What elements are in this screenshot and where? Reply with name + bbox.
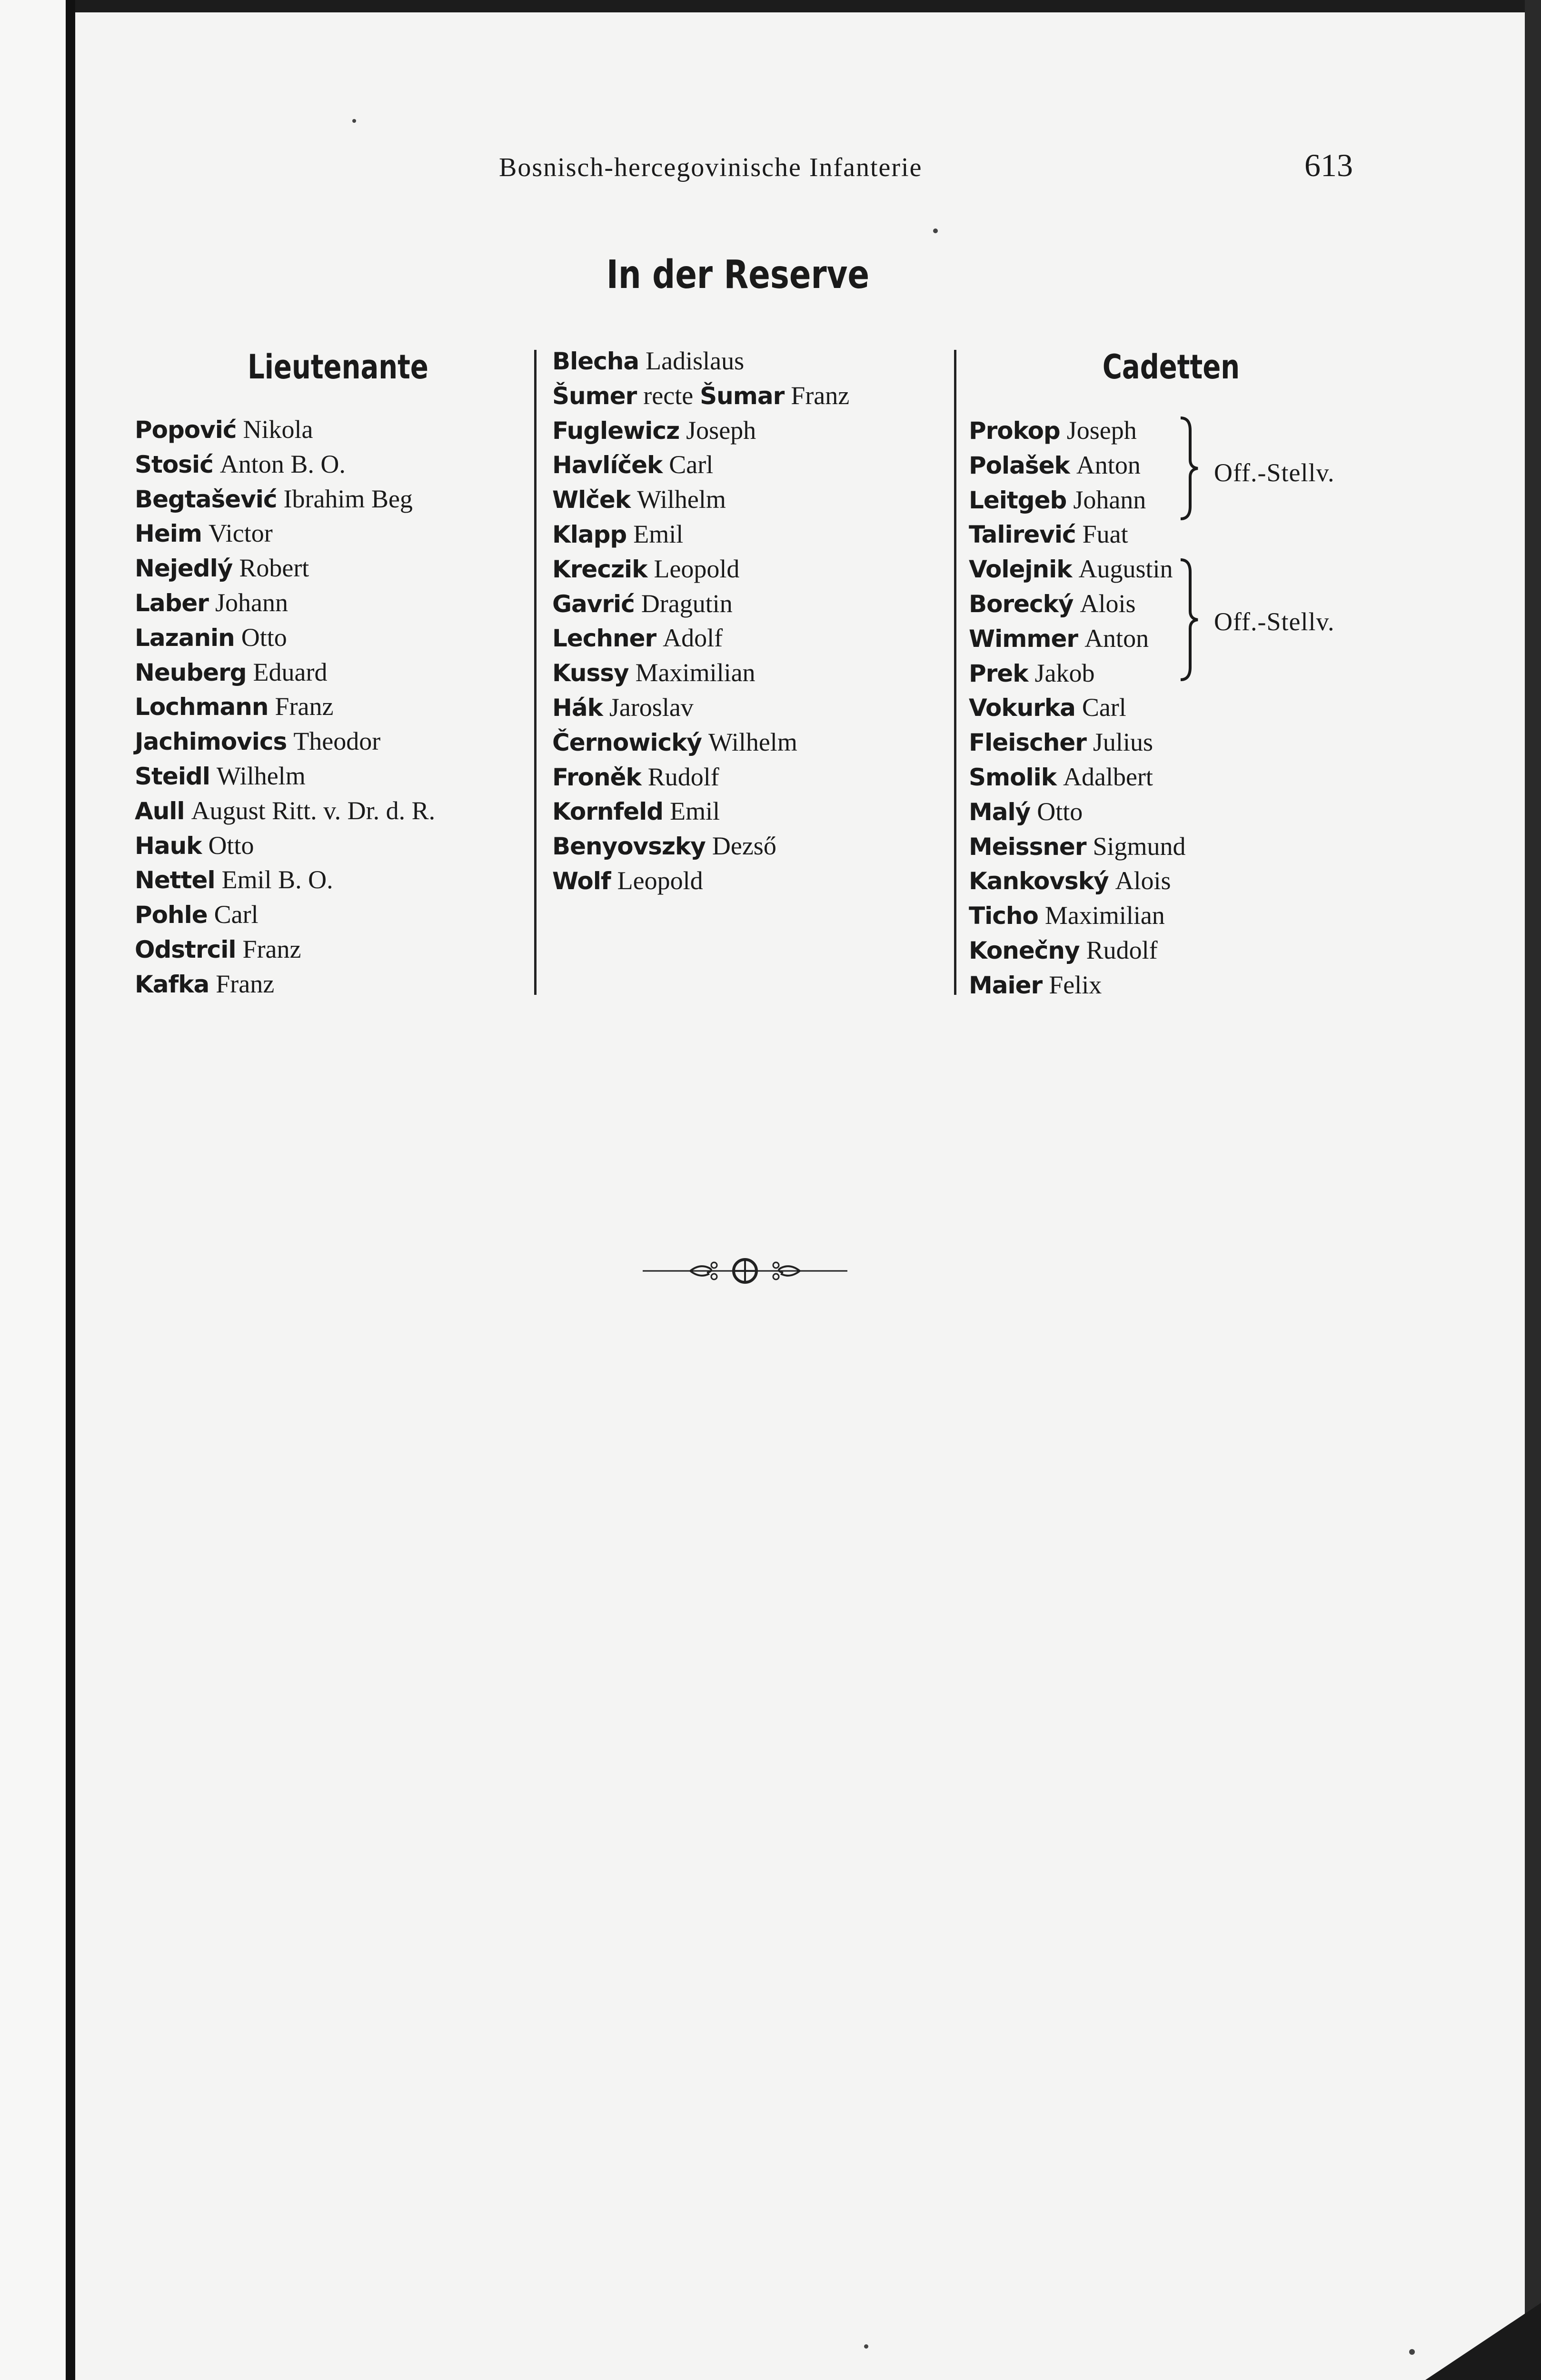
name-entry [135, 689, 435, 724]
lieutenants-list [135, 412, 435, 1002]
page-right-edge [1525, 0, 1541, 2380]
name-entry [552, 517, 849, 552]
surname: Laber [135, 589, 209, 617]
reserve-lieutenants-list [552, 344, 849, 898]
section-title: In der Reserve [606, 252, 870, 298]
paper-speck [864, 2344, 868, 2349]
name-entry [552, 725, 849, 760]
surname: Wlček [552, 486, 631, 514]
surname: Kussy [552, 659, 629, 687]
name-entry [969, 586, 1186, 621]
surname: Nejedlý [135, 555, 233, 583]
given-name: Jakob [1034, 658, 1095, 687]
name-entry [135, 585, 435, 620]
surname: Benyovszky [552, 833, 706, 861]
surname: Meissner [969, 833, 1086, 861]
given-name: Maximilian [635, 658, 756, 687]
given-name: Theodor [293, 727, 381, 756]
name-entry [552, 344, 849, 378]
given-name: Wilhelm [216, 761, 306, 790]
surname: Jachimovics [135, 728, 287, 756]
surname: Havlíček [552, 451, 663, 479]
given-name: Franz [242, 934, 301, 963]
name-entry [969, 863, 1186, 898]
given-name: Emil B. O. [221, 865, 333, 894]
surname: Fleischer [969, 729, 1086, 757]
given-name: Alois [1080, 589, 1136, 618]
given-name: Joseph [1066, 416, 1137, 445]
name-entry [135, 551, 435, 585]
surname: Lazanin [135, 624, 235, 652]
name-entry [552, 552, 849, 586]
given-name: Robert [239, 554, 309, 583]
surname: Prokop [969, 417, 1060, 445]
given-name: Carl [214, 900, 258, 929]
given-name: Julius [1093, 728, 1153, 757]
given-name: Dragutin [641, 589, 733, 618]
column-divider-left [534, 350, 537, 995]
surname: Steidl [135, 762, 210, 790]
name-entry [135, 897, 435, 932]
name-entry [969, 413, 1186, 448]
surname: Begtašević [135, 485, 277, 513]
given-name: Jaroslav [609, 693, 694, 722]
given-name: Leopold [617, 866, 703, 895]
given-name: Johann [215, 588, 288, 617]
name-entry [969, 968, 1186, 1002]
binding-edge [66, 0, 75, 2380]
given-name: Adalbert [1063, 762, 1153, 791]
page-corner-shadow [1398, 2303, 1541, 2380]
given-name: August Ritt. v. Dr. d. R. [191, 796, 436, 825]
name-entry [969, 829, 1186, 864]
surname: Konečny [969, 936, 1080, 964]
surname: Ticho [969, 902, 1038, 930]
name-entry [969, 656, 1186, 691]
given-name: Johann [1073, 485, 1146, 514]
brace-group-2 [1176, 558, 1204, 682]
surname: Klapp [552, 520, 627, 548]
name-entry [969, 621, 1186, 656]
surname: Froněk [552, 763, 641, 791]
surname: Wimmer [969, 625, 1078, 653]
running-head: Bosnisch-hercegovinische Infanterie [499, 153, 923, 182]
name-entry [135, 655, 435, 690]
surname: Kreczik [552, 555, 647, 583]
given-name: Otto [241, 623, 287, 652]
name-entry [552, 655, 849, 690]
given-name: Wilhelm [637, 485, 726, 514]
name-entry [552, 378, 849, 413]
name-entry [135, 516, 435, 551]
given-name: Adolf [663, 624, 723, 653]
name-entry [552, 482, 849, 517]
surname: Heim [135, 520, 202, 548]
name-entry [135, 759, 435, 793]
name-entry [135, 932, 435, 967]
surname: Blecha [552, 347, 639, 375]
given-name: Dezső [712, 832, 776, 861]
cadets-list [969, 413, 1186, 1002]
given-name: Franz [216, 969, 275, 998]
given-name: Fuat [1082, 520, 1128, 549]
given-name: Anton B. O. [219, 449, 346, 478]
given-name: Carl [1082, 693, 1126, 722]
name-entry [969, 794, 1186, 829]
surname: Hák [552, 694, 603, 722]
given-name: Franz [791, 381, 850, 410]
surname: Kankovský [969, 867, 1109, 895]
surname: Hauk [135, 832, 202, 860]
surname: Šumar [700, 382, 785, 410]
name-entry [552, 794, 849, 829]
given-name: Ladislaus [646, 347, 745, 375]
surname: Vokurka [969, 694, 1075, 722]
name-entry [552, 863, 849, 898]
surname: Šumer [552, 382, 637, 410]
given-name: Joseph [686, 416, 756, 445]
given-name: Victor [209, 519, 273, 548]
surname: Smolik [969, 763, 1056, 791]
name-entry [552, 413, 849, 448]
page-gutter [0, 0, 66, 2380]
surname: Odstrcil [135, 935, 236, 963]
given-name: Leopold [654, 554, 740, 583]
surname: Borecký [969, 590, 1074, 618]
given-name: Emil [633, 519, 684, 548]
name-entry [969, 483, 1186, 517]
name-entry [969, 760, 1186, 794]
surname: Talirević [969, 521, 1076, 549]
given-name: Eduard [253, 657, 328, 686]
name-entry [135, 412, 435, 447]
given-name: Anton [1084, 624, 1149, 653]
name-entry [135, 863, 435, 897]
given-name: Felix [1049, 970, 1102, 999]
given-name: Anton [1076, 450, 1141, 479]
paper-speck [1409, 2349, 1415, 2355]
page-number: 613 [1304, 147, 1353, 183]
name-entry [552, 690, 849, 725]
name-entry [969, 898, 1186, 933]
surname: Leitgeb [969, 486, 1067, 514]
surname: Černowický [552, 728, 702, 756]
name-entry [135, 482, 435, 516]
paper-speck [352, 119, 356, 123]
name-entry [552, 621, 849, 655]
surname: Malý [969, 798, 1031, 826]
name-entry [969, 725, 1186, 760]
name-entry [552, 447, 849, 482]
brace-label-2: Off.-Stellv. [1214, 607, 1335, 636]
given-name: Alois [1115, 866, 1171, 895]
name-entry [135, 620, 435, 655]
given-name: Ibrahim Beg [283, 484, 413, 513]
given-name: Franz [275, 692, 334, 721]
surname: Neuberg [135, 658, 247, 686]
brace-label-1: Off.-Stellv. [1214, 458, 1335, 487]
surname: Polašek [969, 451, 1070, 479]
name-entry [135, 828, 435, 863]
surname: Lochmann [135, 693, 268, 721]
given-name: recte [643, 381, 694, 410]
given-name: Emil [670, 797, 720, 826]
surname: Volejnik [969, 555, 1072, 584]
surname: Fuglewicz [552, 416, 680, 445]
lieutenants-heading: Lieutenante [248, 347, 428, 387]
given-name: Otto [1037, 797, 1083, 826]
surname: Kornfeld [552, 798, 664, 826]
given-name: Maximilian [1044, 901, 1165, 930]
given-name: Rudolf [647, 762, 719, 791]
surname: Kafka [135, 970, 209, 998]
brace-group-1 [1176, 416, 1204, 521]
cadets-heading: Cadetten [1102, 347, 1240, 387]
surname: Stosić [135, 450, 213, 478]
name-entry [135, 793, 435, 828]
name-entry [552, 829, 849, 863]
paper-speck [933, 228, 938, 233]
surname: Maier [969, 971, 1043, 999]
given-name: Nikola [243, 415, 313, 444]
name-entry [552, 760, 849, 794]
name-entry [969, 933, 1186, 968]
name-entry [135, 724, 435, 759]
surname: Popović [135, 416, 237, 444]
given-name: Carl [669, 450, 714, 479]
column-divider-right [954, 350, 956, 995]
surname: Prek [969, 659, 1028, 687]
name-entry [969, 517, 1186, 552]
surname: Pohle [135, 901, 208, 929]
given-name: Augustin [1078, 555, 1173, 584]
surname: Gavrić [552, 590, 635, 618]
surname: Nettel [135, 866, 215, 894]
surname: Lechner [552, 625, 656, 653]
given-name: Otto [208, 831, 254, 860]
name-entry [969, 690, 1186, 725]
name-entry [552, 586, 849, 621]
name-entry [969, 448, 1186, 483]
surname: Aull [135, 797, 185, 825]
ornament-divider [643, 1252, 847, 1290]
given-name: Sigmund [1093, 832, 1186, 861]
name-entry [969, 552, 1186, 586]
given-name: Rudolf [1086, 935, 1158, 964]
page-top-edge [75, 0, 1541, 12]
name-entry [135, 967, 435, 1002]
given-name: Wilhelm [708, 727, 797, 756]
surname: Wolf [552, 867, 611, 895]
name-entry [135, 447, 435, 482]
